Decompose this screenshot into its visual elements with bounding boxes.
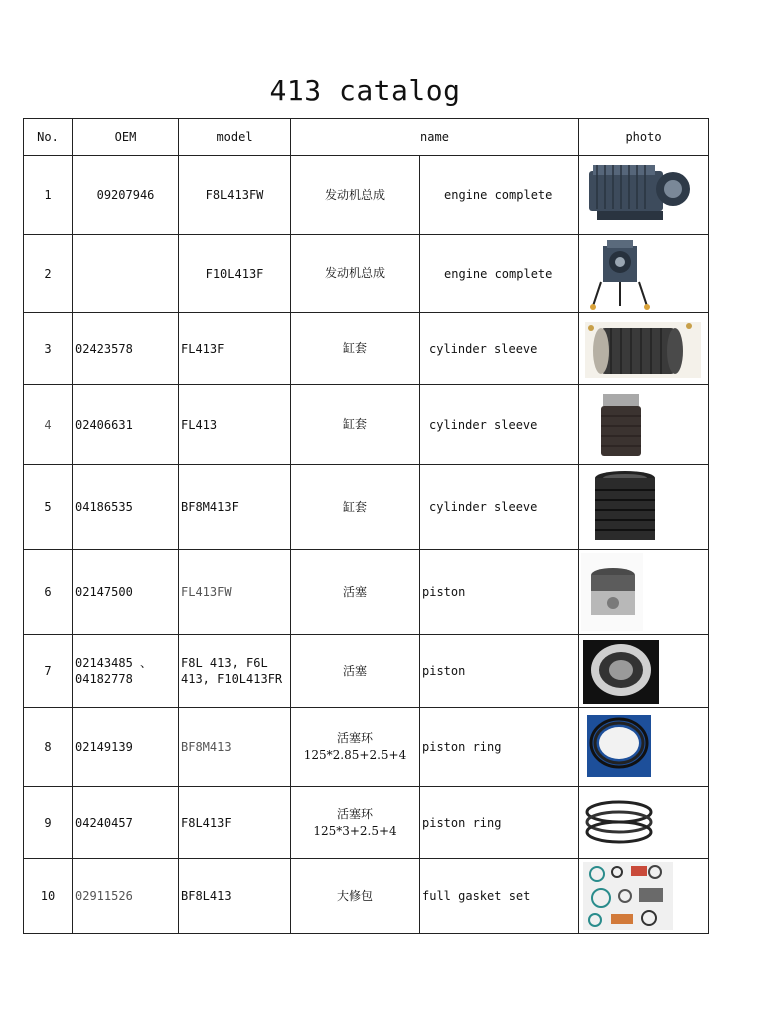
name-english: full gasket set [420,859,579,934]
header-photo: photo [579,119,709,156]
row-number: 7 [24,635,73,708]
header-oem: OEM [73,119,179,156]
name-english: piston [420,550,579,635]
name-english: piston ring [420,708,579,787]
oem-number: 09207946 [73,156,179,235]
engine-stand-photo [579,235,709,313]
table-row [24,550,709,635]
name-english: piston [420,635,579,708]
row-number: 6 [24,550,73,635]
name-chinese-line: 125*3+2.5+4 [313,823,397,838]
oem-number [73,235,179,313]
piston-photo [579,550,709,635]
model-name-line: 413, F10L413FR [181,672,283,686]
model-name: F10L413F [179,235,291,313]
piston-ring-photo [579,787,709,859]
table-row [24,465,709,550]
row-number: 3 [24,313,73,385]
engine-v8-photo [579,156,709,235]
cylinder-sleeve-photo [579,313,709,385]
model-name-line: F8L 413, F6L [181,656,268,670]
table-row [24,385,709,465]
table-row [24,235,709,313]
name-chinese-line: 活塞环 [336,731,373,745]
oem-number: 02911526 [73,859,179,934]
catalog-table [23,118,709,934]
name-chinese: 发动机总成 [291,156,420,235]
name-chinese: 大修包 [291,859,420,934]
name-english: engine complete [420,156,579,235]
catalog-title: 413 catalog [269,74,461,107]
name-english: cylinder sleeve [420,465,579,550]
model-name [179,635,291,708]
table-row [24,313,709,385]
gasket-set-photo [579,859,709,934]
header-name: name [291,119,579,156]
table-row [24,156,709,235]
name-chinese [291,708,420,787]
row-number: 1 [24,156,73,235]
header-no: No. [24,119,73,156]
model-name: F8L413FW [179,156,291,235]
table-row [24,859,709,934]
row-number: 8 [24,708,73,787]
piston-ring-photo [579,708,709,787]
model-name: FL413FW [179,550,291,635]
oem-number: 04240457 [73,787,179,859]
oem-number [73,635,179,708]
name-chinese: 发动机总成 [291,235,420,313]
cylinder-sleeve-photo [579,465,709,550]
table-row [24,708,709,787]
oem-number: 02147500 [73,550,179,635]
model-name: F8L413F [179,787,291,859]
row-number: 4 [24,385,73,465]
row-number: 9 [24,787,73,859]
model-name: FL413 [179,385,291,465]
piston-photo [579,635,709,708]
model-name: BF8M413F [179,465,291,550]
name-chinese: 活塞 [291,635,420,708]
name-english: engine complete [420,235,579,313]
model-name: BF8L413 [179,859,291,934]
model-name: FL413F [179,313,291,385]
name-english: piston ring [420,787,579,859]
name-chinese: 活塞 [291,550,420,635]
name-chinese [291,787,420,859]
cylinder-sleeve-photo [579,385,709,465]
row-number: 10 [24,859,73,934]
name-english: cylinder sleeve [420,385,579,465]
name-chinese-line: 活塞环 [336,806,373,821]
row-number: 5 [24,465,73,550]
name-chinese-line: 125*2.85+2.5+4 [303,748,407,762]
oem-number: 02423578 [73,313,179,385]
name-english: cylinder sleeve [420,313,579,385]
oem-number-line: 04182778 [75,672,133,686]
oem-number-line: 02143485 、 [75,656,153,670]
oem-number: 04186535 [73,465,179,550]
table-row [24,635,709,708]
header-model: model [179,119,291,156]
model-name: BF8M413 [179,708,291,787]
row-number: 2 [24,235,73,313]
name-chinese: 缸套 [291,385,420,465]
oem-number: 02406631 [73,385,179,465]
name-chinese: 缸套 [291,465,420,550]
oem-number: 02149139 [73,708,179,787]
table-row [24,787,709,859]
name-chinese: 缸套 [291,313,420,385]
table-header-row [24,119,709,156]
